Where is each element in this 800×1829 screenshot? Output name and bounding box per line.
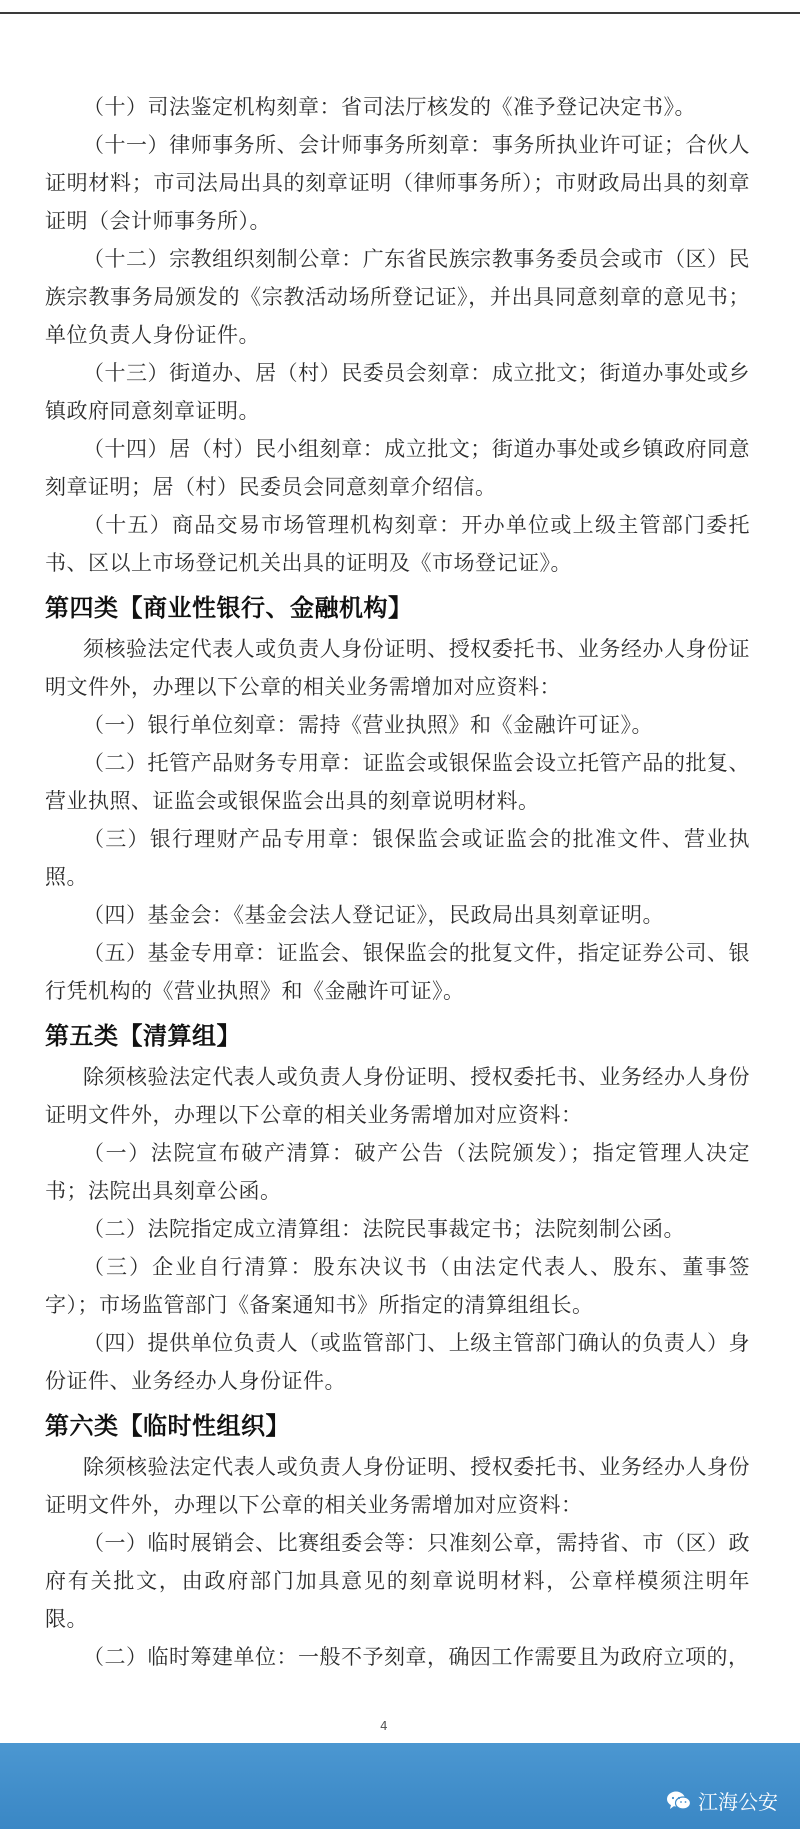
paragraph: （十五）商品交易市场管理机构刻章：开办单位或上级主管部门委托书、区以上市场登记机关出具的证明及《市场登记证》。	[45, 513, 750, 575]
paragraph: （一）法院宣布破产清算：破产公告（法院颁发）；指定管理人决定书；法院出具刻章公函。	[45, 1141, 750, 1203]
paragraph: （十三）街道办、居（村）民委员会刻章：成立批文；街道办事处或乡镇政府同意刻章证明。	[45, 361, 750, 423]
section-heading: 第四类【商业性银行、金融机构】	[45, 594, 413, 622]
top-divider	[0, 12, 800, 14]
paragraph: （二）临时筹建单位：一般不予刻章，确因工作需要且为政府立项的，	[83, 1645, 750, 1669]
paragraph: （十二）宗教组织刻制公章：广东省民族宗教事务委员会或市（区）民族宗教事务局颁发的《宗教活动场所登记证》，并出具同意刻章的意见书；单位负责人身份证件。	[45, 247, 750, 347]
footer-bar	[0, 1743, 800, 1829]
paragraph: （三）企业自行清算：股东决议书（由法定代表人、股东、董事签字）；市场监管部门《备案通知书》所指定的清算组组长。	[45, 1255, 750, 1317]
wechat-icon	[666, 1790, 692, 1812]
paragraph: （十四）居（村）民小组刻章：成立批文；街道办事处或乡镇政府同意刻章证明；居（村）民委员会同意刻章介绍信。	[45, 437, 750, 499]
paragraph: （三）银行理财产品专用章：银保监会或证监会的批准文件、营业执照。	[45, 827, 750, 889]
paragraph: 须核验法定代表人或负责人身份证明、授权委托书、业务经办人身份证明文件外，办理以下公章的相关业务需增加对应资料：	[45, 637, 750, 699]
paragraph: （二）法院指定成立清算组：法院民事裁定书；法院刻制公函。	[83, 1217, 685, 1241]
paragraph: （二）托管产品财务专用章：证监会或银保监会设立托管产品的批复、营业执照、证监会或银保监会出具的刻章说明材料。	[45, 751, 750, 813]
footer-brand-label: 江海公安	[698, 1790, 778, 1814]
footer-brand[interactable]	[666, 1786, 778, 1815]
paragraph: （五）基金专用章：证监会、银保监会的批复文件，指定证券公司、银行凭机构的《营业执照》和《金融许可证》。	[45, 941, 750, 1003]
paragraph: （一）银行单位刻章：需持《营业执照》和《金融许可证》。	[83, 713, 653, 737]
paragraph: （四）提供单位负责人（或监管部门、上级主管部门确认的负责人）身份证件、业务经办人身份证件。	[45, 1331, 750, 1393]
document-body	[45, 88, 750, 1676]
paragraph: （一）临时展销会、比赛组委会等：只准刻公章，需持省、市（区）政府有关批文，由政府部门加具意见的刻章说明材料，公章样模须注明年限。	[45, 1531, 750, 1631]
paragraph: 除须核验法定代表人或负责人身份证明、授权委托书、业务经办人身份证明文件外，办理以下公章的相关业务需增加对应资料：	[45, 1455, 750, 1517]
paragraph: （四）基金会：《基金会法人登记证》，民政局出具刻章证明。	[83, 903, 664, 927]
section-heading: 第六类【临时性组织】	[45, 1412, 290, 1440]
paragraph: （十）司法鉴定机构刻章：省司法厅核发的《准予登记决定书》。	[83, 95, 696, 119]
section-heading: 第五类【清算组】	[45, 1022, 241, 1050]
paragraph: 除须核验法定代表人或负责人身份证明、授权委托书、业务经办人身份证明文件外，办理以下公章的相关业务需增加对应资料：	[45, 1065, 750, 1127]
page-marker: 4	[380, 1719, 388, 1733]
paragraph: （十一）律师事务所、会计师事务所刻章：事务所执业许可证；合伙人证明材料；市司法局出具的刻章证明（律师事务所）；市财政局出具的刻章证明（会计师事务所）。	[45, 133, 750, 233]
